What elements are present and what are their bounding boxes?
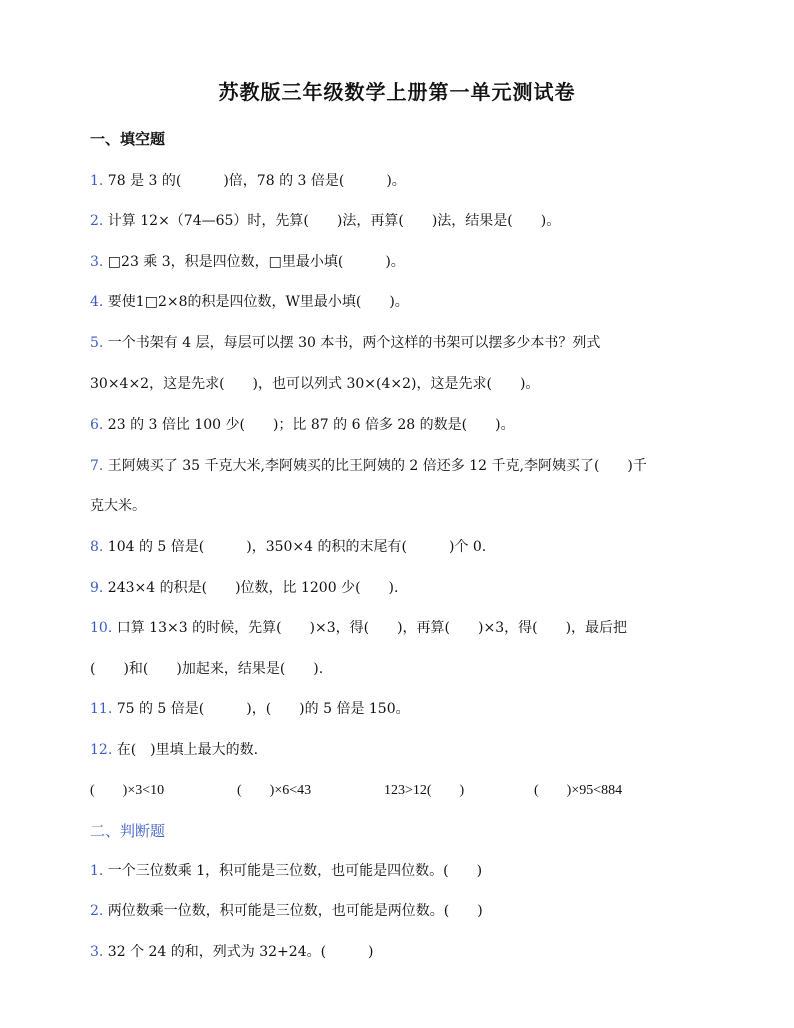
page-title: 苏教版三年级数学上册第一单元测试卷: [218, 80, 576, 104]
question-text: 104 的 5 倍是( )，350×4 的积的末尾有( )个 0.: [103, 539, 487, 555]
question-text: 75 的 5 倍是( )，( )的 5 倍是 150。: [112, 701, 410, 717]
question-text: □23 乘 3，积是四位数，□里最小填( )。: [103, 254, 405, 270]
question-number: 4.: [90, 294, 104, 310]
question-text: 口算 13×3 的时候，先算( )×3，得( )，再算( )×3，得( )，最后把: [112, 620, 628, 636]
inequality-1: ( )×3<10: [90, 783, 165, 798]
question-2: [90, 210, 560, 230]
question-6: [90, 414, 515, 434]
inequality-3: 123>12( ): [384, 783, 465, 798]
question-8: [90, 536, 486, 556]
question-9: [90, 577, 398, 597]
question-text: 王阿姨买了 35 千克大米,李阿姨买的比王阿姨的 2 倍还多 12 千克,李阿姨买了( )千: [103, 458, 647, 474]
judge-question-2: [90, 900, 483, 920]
question-number: 1.: [90, 173, 104, 189]
section-heading-fill-blank: 一、填空题: [90, 130, 166, 148]
question-text: 计算 12×（74—65）时，先算( )法，再算( )法，结果是( )。: [103, 213, 561, 229]
question-number: 8.: [90, 539, 104, 555]
question-4: [90, 291, 409, 311]
question-text: 23 的 3 倍比 100 少( )；比 87 的 6 倍多 28 的数是( )。: [103, 417, 515, 433]
question-number: 11.: [90, 701, 113, 717]
question-text: 32 个 24 的和，列式为 32+24。( ): [103, 944, 374, 960]
question-number: 9.: [90, 580, 104, 596]
question-1: [90, 170, 406, 190]
question-number: 1.: [90, 863, 104, 879]
question-number: 3.: [90, 254, 104, 270]
question-number: 2.: [90, 903, 104, 919]
question-7-continued: 克大米。: [90, 498, 146, 514]
inequality-2: ( )×6<43: [237, 783, 312, 798]
question-11: [90, 698, 410, 718]
question-text: 要使1□2×8的积是四位数，W里最小填( )。: [103, 294, 409, 310]
question-text: 一个书架有 4 层，每层可以摆 30 本书，两个这样的书架可以摆多少本书？列式: [103, 335, 601, 351]
question-number: 3.: [90, 944, 104, 960]
question-5: [90, 332, 600, 352]
inequality-4: ( )×95<884: [534, 783, 623, 798]
question-7: [90, 455, 647, 475]
question-text: 一个三位数乘 1，积可能是三位数，也可能是四位数。( ): [103, 863, 483, 879]
question-text: 78 是 3 的( )倍，78 的 3 倍是( )。: [103, 173, 406, 189]
question-text: 243×4 的积是( )位数，比 1200 少( ).: [103, 580, 399, 596]
question-text: 在( )里填上最大的数.: [112, 742, 259, 758]
question-number: 10.: [90, 620, 113, 636]
question-text: 两位数乘一位数，积可能是三位数，也可能是两位数。( ): [103, 903, 483, 919]
question-12: [90, 739, 258, 759]
judge-question-1: [90, 860, 482, 880]
question-5-continued: 30×4×2，这是先求( )，也可以列式 30×(4×2)，这是先求( )。: [90, 376, 540, 392]
question-3: [90, 251, 405, 271]
question-number: 2.: [90, 213, 104, 229]
question-10: [90, 617, 627, 637]
section-heading-true-false: 二、判断题: [90, 822, 166, 840]
question-number: 12.: [90, 742, 113, 758]
question-number: 5.: [90, 335, 104, 351]
judge-question-3: [90, 941, 374, 961]
question-number: 7.: [90, 458, 104, 474]
question-number: 6.: [90, 417, 104, 433]
question-10-continued: ( )和( )加起来，结果是( ).: [90, 661, 324, 677]
